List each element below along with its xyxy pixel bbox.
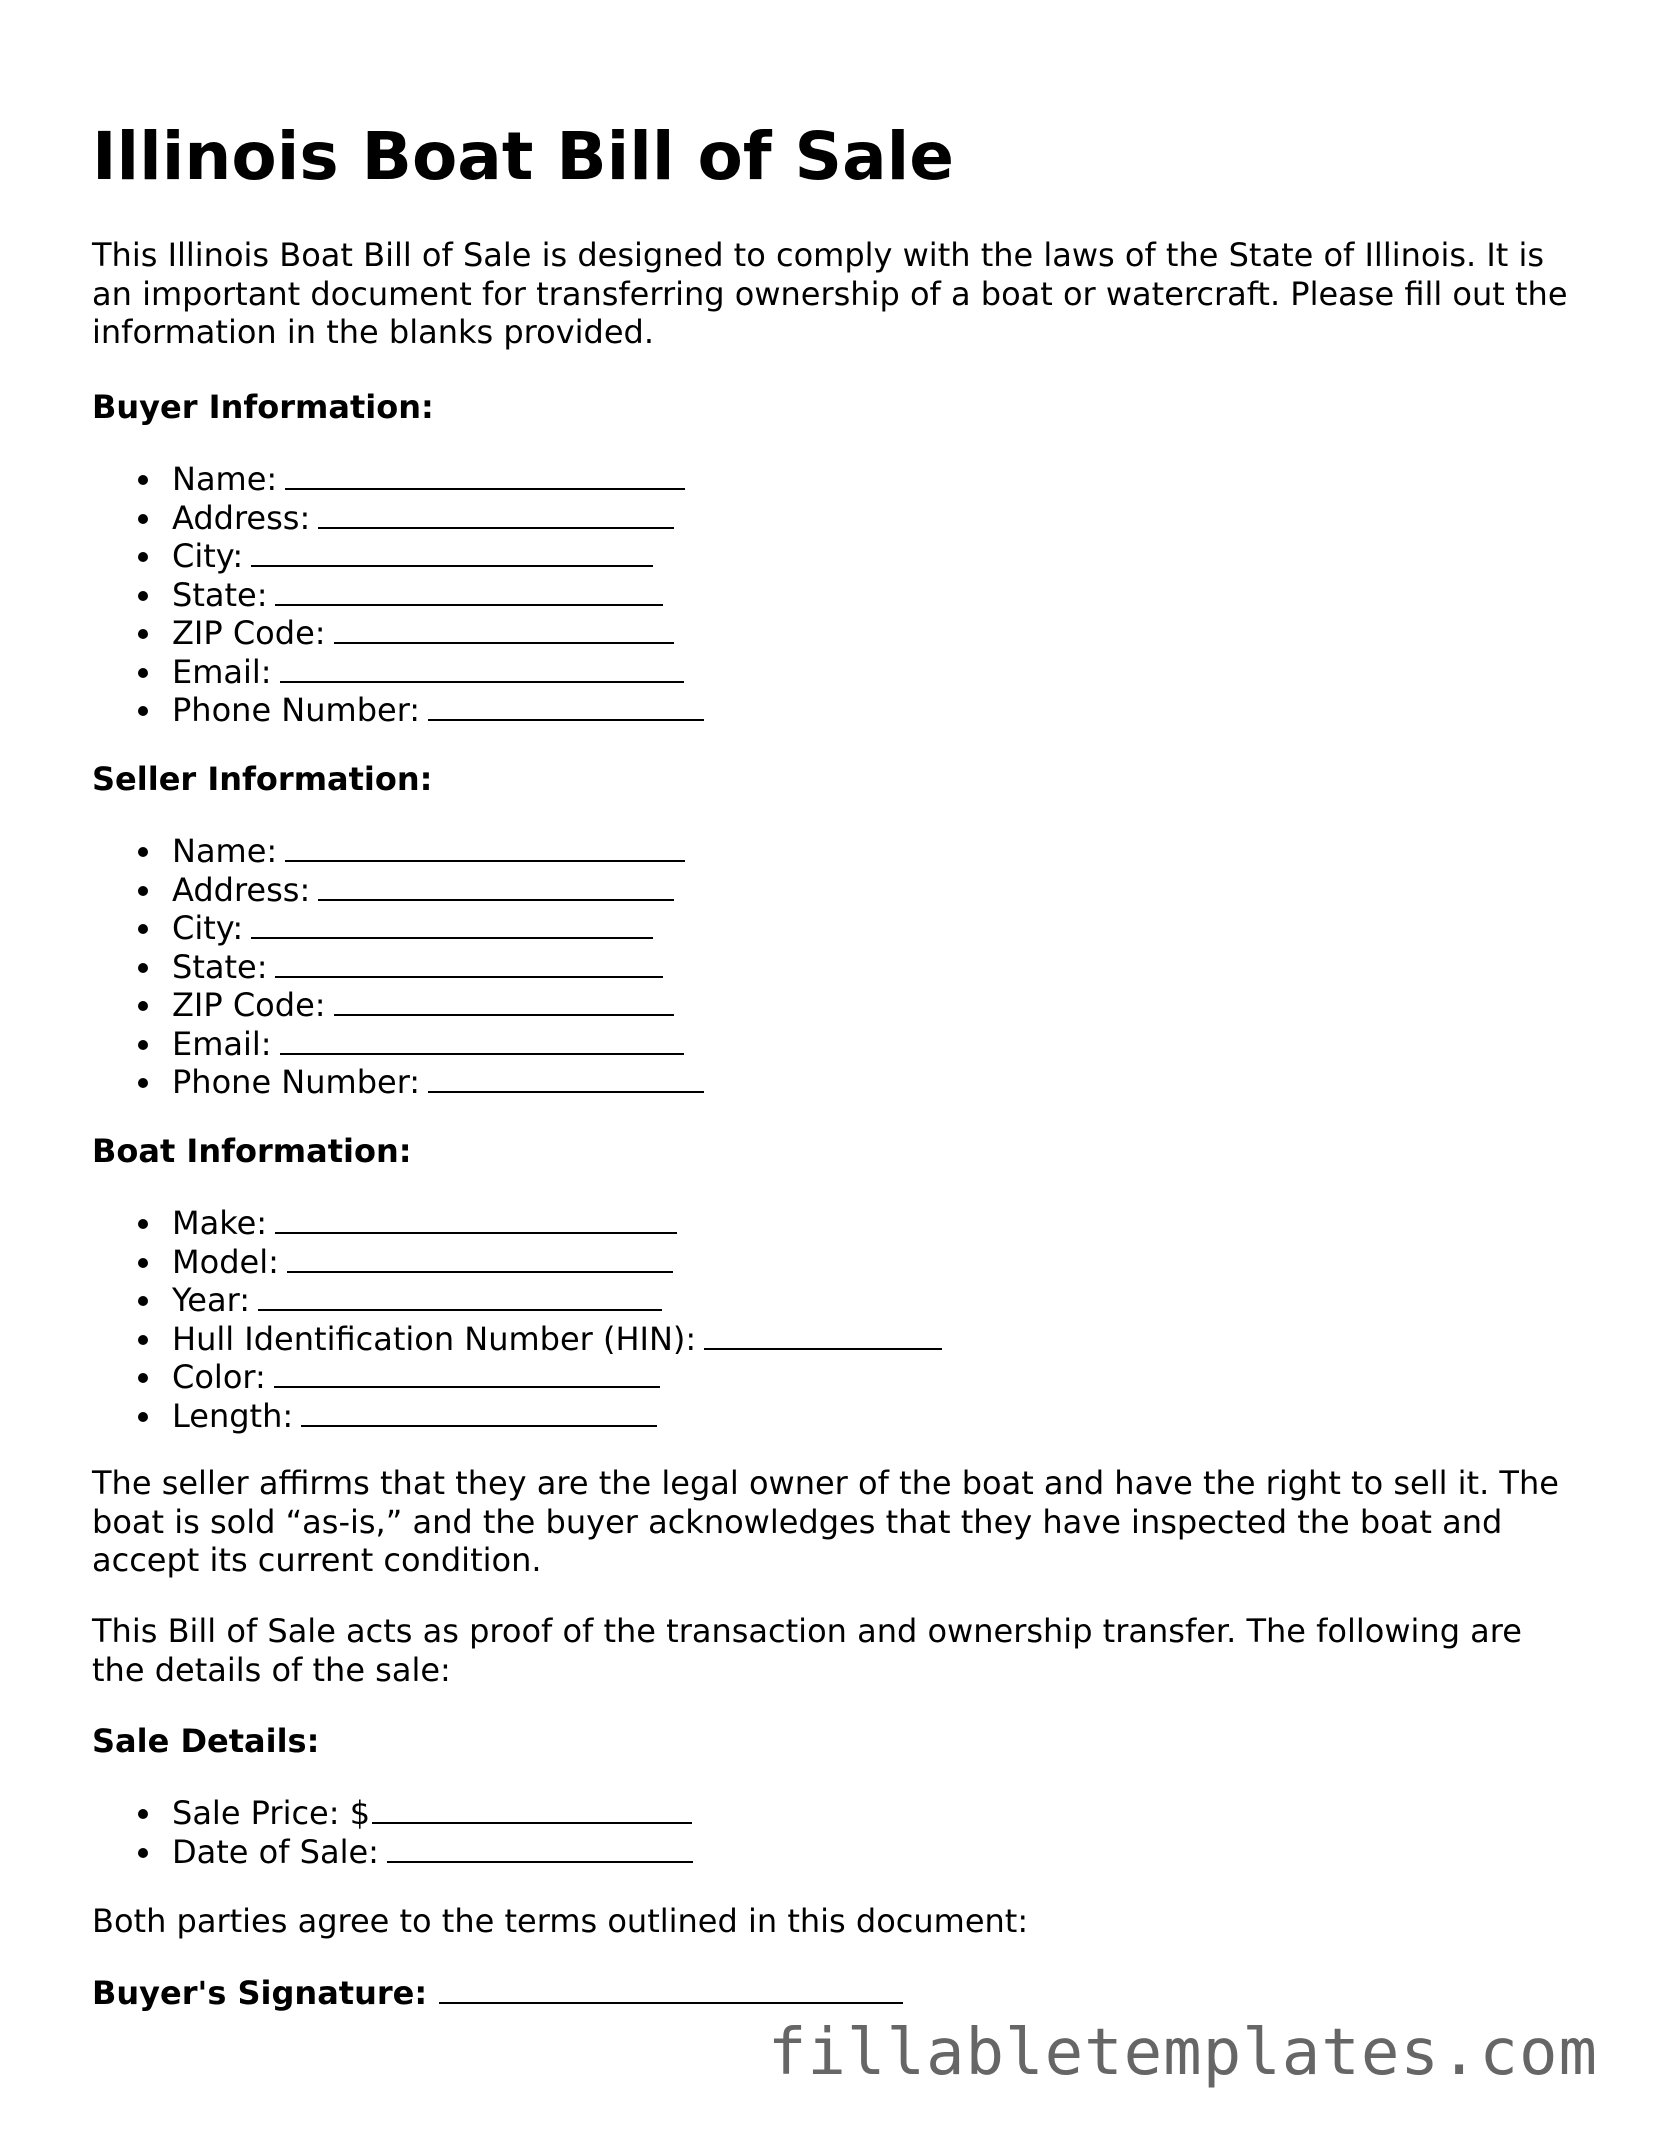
buyer-city-item [92,537,704,576]
buyer-zip-field[interactable] [334,614,674,644]
buyer-email-item [92,653,704,692]
seller-zip-field[interactable] [334,986,674,1016]
seller-name-field[interactable] [285,832,685,862]
boat-color-field[interactable] [274,1358,660,1388]
watermark-text: fillabletemplates.com [767,2016,1598,2090]
sale-price-field[interactable] [372,1794,692,1824]
seller-city-label: City: [172,909,244,947]
seller-name-label: Name: [172,832,278,870]
seller-email-item [92,1025,704,1064]
sale-details-heading: Sale Details: [92,1722,320,1760]
intro-paragraph: This Illinois Boat Bill of Sale is designed to comply with the laws of the State of Illinois. It is an important document for transferring ownership of a boat or watercraft. Please fill out the information in the blanks provided. [92,236,1568,351]
seller-email-field[interactable] [280,1025,684,1055]
buyer-signature-label: Buyer's Signature: [92,1974,428,2012]
buyer-state-field[interactable] [275,576,663,606]
seller-phone-label: Phone Number: [172,1063,421,1101]
boat-length-label: Length: [172,1396,294,1435]
buyer-state-label: State: [172,575,268,614]
buyer-email-field[interactable] [280,653,684,683]
boat-make-label: Make: [172,1204,268,1242]
boat-make-field[interactable] [275,1204,677,1234]
buyer-zip-item [92,614,704,653]
buyer-state-item [92,576,704,615]
buyer-signature-line [92,1972,903,2013]
seller-state-label: State: [172,947,268,986]
sale-price-item [92,1794,693,1833]
seller-name-item [92,832,704,871]
seller-email-label: Email: [172,1024,272,1063]
buyer-fields-list [92,460,704,730]
sale-date-field[interactable] [387,1833,693,1863]
buyer-name-label: Name: [172,460,278,498]
sale-date-label: Date of Sale: [172,1832,379,1871]
proof-paragraph: This Bill of Sale acts as proof of the transaction and ownership transfer. The following are the details of the sale: [92,1612,1522,1689]
document-title: Illinois Boat Bill of Sale [92,118,954,195]
boat-make-item [92,1204,942,1243]
buyer-phone-field[interactable] [428,691,704,721]
seller-state-item [92,948,704,987]
boat-length-item [92,1397,942,1436]
buyer-email-label: Email: [172,652,272,691]
boat-year-item [92,1281,942,1320]
boat-information-heading: Boat Information: [92,1132,412,1170]
buyer-city-label: City: [172,537,244,575]
boat-color-item [92,1358,942,1397]
boat-year-label: Year: [172,1281,250,1319]
boat-hin-item [92,1320,942,1359]
boat-model-item [92,1243,942,1282]
seller-phone-field[interactable] [428,1063,704,1093]
seller-address-field[interactable] [318,871,674,901]
seller-state-field[interactable] [275,948,663,978]
buyer-city-field[interactable] [251,537,653,567]
buyer-phone-item [92,691,704,730]
agreement-paragraph: Both parties agree to the terms outlined in this document: [92,1902,1029,1940]
buyer-address-label: Address: [172,498,311,537]
seller-zip-item [92,986,704,1025]
buyer-name-item [92,460,704,499]
seller-city-item [92,909,704,948]
boat-hin-label: Hull Identification Number (HIN): [172,1319,697,1358]
boat-model-field[interactable] [287,1243,673,1273]
seller-fields-list [92,832,704,1102]
boat-year-field[interactable] [258,1281,662,1311]
buyer-address-field[interactable] [318,499,674,529]
seller-information-heading: Seller Information: [92,760,433,798]
sale-fields-list [92,1794,693,1871]
seller-zip-label: ZIP Code: [172,986,326,1024]
seller-phone-item [92,1063,704,1102]
affirmation-paragraph: The seller affirms that they are the legal owner of the boat and have the right to sell it. The boat is sold “as-is,” and the buyer acknowledges that they have inspected the boat and accept its current condition. [92,1464,1559,1579]
boat-model-label: Model: [172,1242,279,1281]
boat-color-label: Color: [172,1358,266,1396]
buyer-zip-label: ZIP Code: [172,614,326,652]
seller-city-field[interactable] [251,909,653,939]
boat-hin-field[interactable] [704,1320,942,1350]
buyer-phone-label: Phone Number: [172,691,421,729]
seller-address-label: Address: [172,870,311,909]
boat-length-field[interactable] [301,1397,657,1427]
buyer-signature-field[interactable] [439,1972,903,2004]
boat-fields-list [92,1204,942,1435]
sale-price-label: Sale Price: $ [172,1794,371,1832]
buyer-address-item [92,499,704,538]
sale-date-item [92,1833,693,1872]
buyer-name-field[interactable] [285,460,685,490]
buyer-information-heading: Buyer Information: [92,388,434,426]
seller-address-item [92,871,704,910]
